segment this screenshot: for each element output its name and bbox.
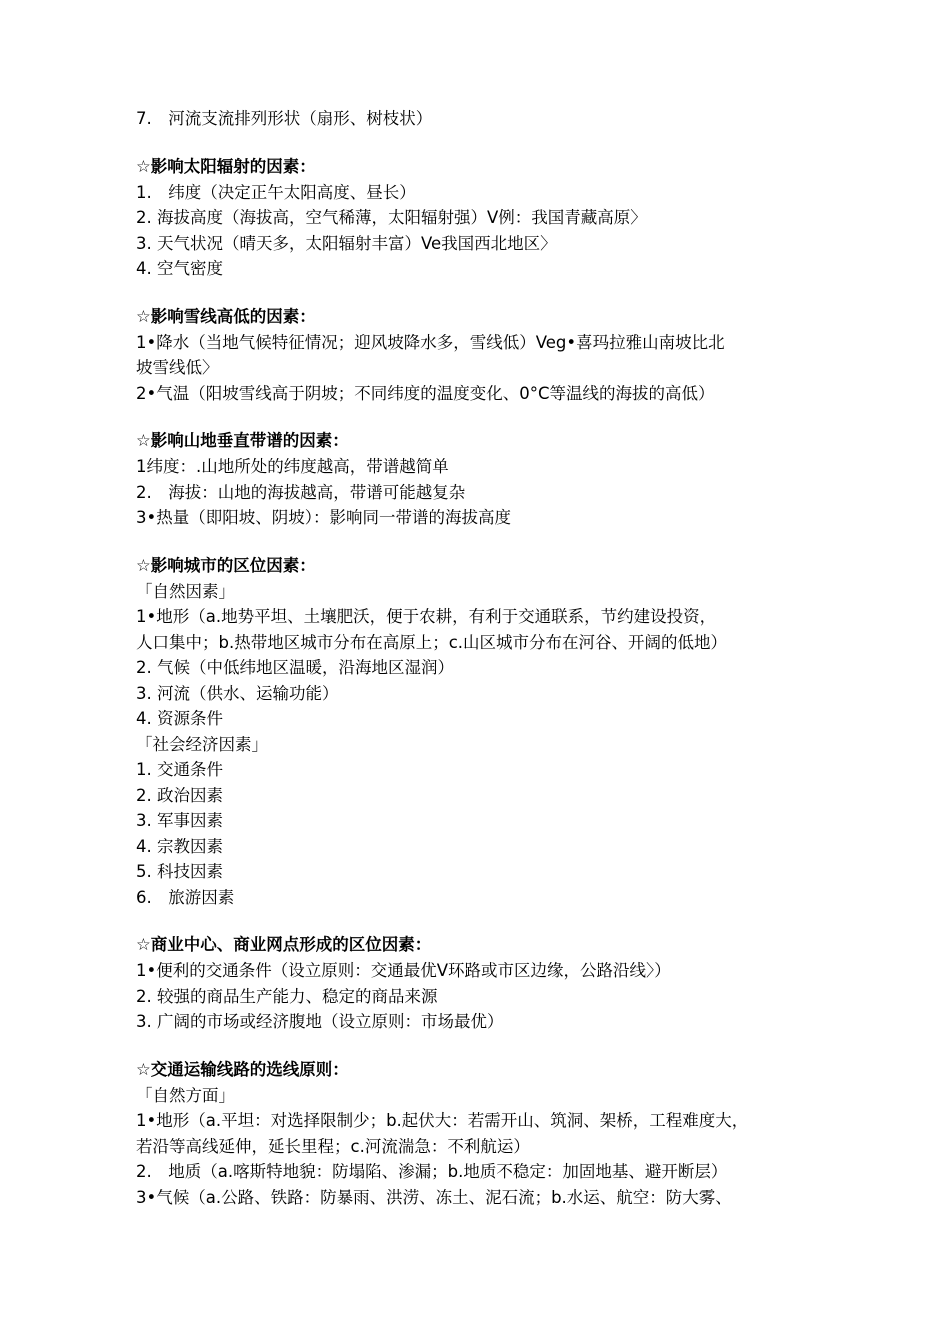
- text-line: 2. 海拔高度（海拔高，空气稀薄，太阳辐射强）V例：我国青藏高原〉: [136, 208, 647, 227]
- text-line: 5. 科技因素: [136, 862, 223, 881]
- text-line: 1纬度：.山地所处的纬度越高，带谱越简单: [136, 457, 449, 476]
- section-heading: ☆影响太阳辐射的因素：: [136, 156, 316, 176]
- section-heading: ☆影响城市的区位因素：: [136, 555, 316, 575]
- text-line: 2. 地质（a.喀斯特地貌：防塌陷、渗漏；b.地质不稳定：加固地基、避开断层）: [136, 1162, 728, 1181]
- text-line: 2. 政治因素: [136, 785, 223, 805]
- text-line: 2. 较强的商品生产能力、稳定的商品来源: [136, 986, 438, 1006]
- section-heading: ☆影响雪线高低的因素：: [136, 306, 316, 326]
- text-line: 7. 河流支流排列形状（扇形、树枝状）: [136, 109, 433, 128]
- text-line: 3. 天气状况（晴天多，太阳辐射丰富）Ve我国西北地区〉: [136, 233, 557, 253]
- paragraph-spacer: [136, 1035, 836, 1057]
- text-line: 6. 旅游因素: [136, 887, 235, 907]
- text-line: 1•降水（当地气候特征情况；迎风坡降水多，雪线低）Veg•喜玛拉雅山南坡比北: [136, 332, 725, 352]
- text-line: 3. 广阔的市场或经济腹地（设立原则：市场最优）: [136, 1012, 504, 1031]
- text-line: 「社会经济因素」: [136, 734, 268, 754]
- text-line: 1•地形（a.平坦：对选择限制少；b.起伏大：若需开山、筑洞、架桥，工程难度大，: [136, 1111, 749, 1130]
- text-line: 若沿等高线延伸，延长里程；c.河流湍急：不利航运）: [136, 1136, 530, 1156]
- section-heading: ☆商业中心、商业网点形成的区位因素：: [136, 935, 432, 954]
- text-line: 2. 海拔：山地的海拔越高，带谱可能越复杂: [136, 482, 466, 502]
- text-line: 3. 河流（供水、运输功能）: [136, 683, 339, 703]
- text-line: 3•热量（即阳坡、阴坡）：影响同一带谱的海拔高度: [136, 508, 511, 527]
- text-line: 1. 交通条件: [136, 760, 223, 779]
- text-line: 人口集中；b.热带地区城市分布在高原上；c.山区城市分布在河谷、开阔的低地）: [136, 632, 728, 652]
- document-body: [136, 106, 836, 1210]
- text-line: 坡雪线低〉: [136, 358, 219, 377]
- text-line: 1•地形（a.地势平坦、土壤肥沃，便于农耕，有利于交通联系，节约建设投资，: [136, 607, 717, 626]
- text-line: 2. 气候（中低纬地区温暖，沿海地区湿润）: [136, 658, 454, 677]
- paragraph-spacer: [136, 282, 836, 304]
- text-line: 2•气温（阳坡雪线高于阴坡；不同纬度的温度变化、0°C等温线的海拔的高低）: [136, 383, 715, 403]
- text-line: 「自然方面」: [136, 1085, 235, 1105]
- paragraph-spacer: [136, 406, 836, 428]
- text-line: 3•气候（a.公路、铁路：防暴雨、洪涝、冻土、泥石流；b.水运、航空：防大雾、: [136, 1187, 732, 1207]
- section-heading: ☆交通运输线路的选线原则：: [136, 1059, 349, 1079]
- text-line: 4. 空气密度: [136, 259, 223, 278]
- text-line: 4. 宗教因素: [136, 836, 223, 856]
- paragraph-spacer: [136, 910, 836, 932]
- text-line: 4. 资源条件: [136, 709, 223, 728]
- text-line: 1. 纬度（决定正午太阳高度、昼长）: [136, 182, 416, 202]
- paragraph-spacer: [136, 531, 836, 553]
- text-line: 「自然因素」: [136, 581, 235, 601]
- text-line: 3. 军事因素: [136, 811, 223, 830]
- text-line: 1•便利的交通条件（设立原则：交通最优V环路或市区边缘，公路沿线〉）: [136, 961, 671, 980]
- section-heading: ☆影响山地垂直带谱的因素：: [136, 431, 349, 450]
- paragraph-spacer: [136, 132, 836, 154]
